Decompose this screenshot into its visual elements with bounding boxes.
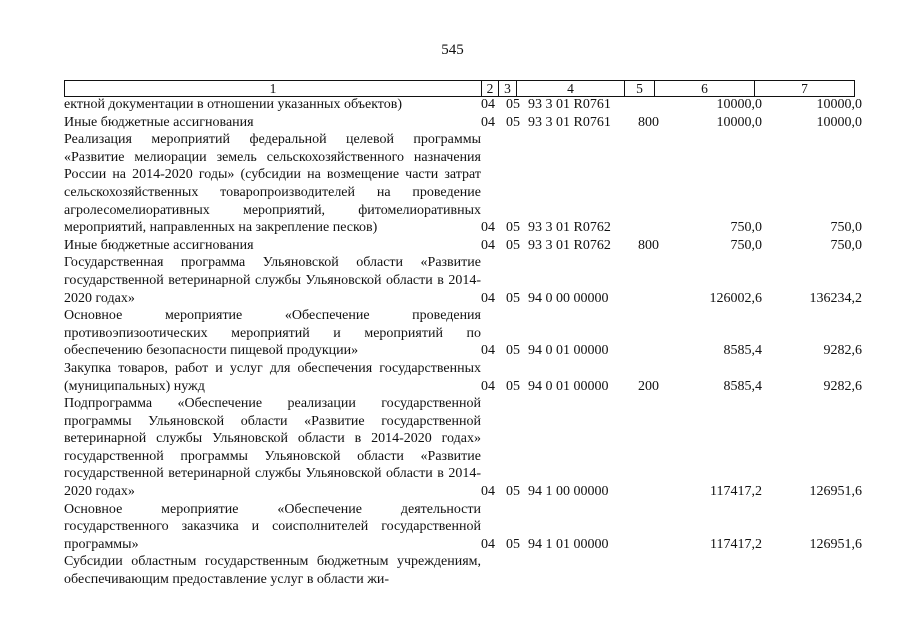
row-subsection: 05 [506,484,520,500]
column-header-3: 3 [499,81,517,97]
row-name: Реализация мероприятий федеральной целевой программы «Развитие мелиорации земель сельскохозяйственного назначения России на 2014-2020 годы» (субсидии на возмещение части затрат сельскохозяйственных товаропроизводителей на проведение агролесомелиоративных мероприятий, фитомелиоративных мероприятий, направленных на закрепление песков) [64,132,481,236]
row-amount-year2: 10000,0 [816,114,862,130]
row-section: 04 [481,536,495,552]
row-expense-type [638,254,678,307]
row-section: 04 [481,97,495,112]
row-subsection [506,553,528,588]
column-header-2: 2 [482,81,499,97]
row-section: 04 [481,114,495,130]
row-expense-type [638,131,678,237]
row-amount-year2: 750,0 [830,237,862,253]
row-name-cell [64,395,481,501]
row-subsection: 05 [506,114,520,130]
row-name-cell [64,237,481,255]
row-amount-year2: 136234,2 [809,290,862,306]
row-expense-type: 800 [638,237,659,253]
row-expense-type [638,307,678,360]
row-target-code: 94 0 01 00000 [528,378,609,394]
row-amount-year1: 750,0 [730,220,762,236]
row-target-code: 94 1 01 00000 [528,536,609,552]
table-row [64,131,862,237]
row-subsection: 05 [506,378,520,394]
table-row [64,553,862,588]
row-name-cell [64,553,481,588]
row-expense-type [638,553,678,588]
row-target-code: 94 1 00 00000 [528,484,609,500]
row-amount-year2 [762,553,862,588]
row-name: Субсидии областным государственным бюджетным учреждениям, обеспечивающим предоставление услуг в области жи- [64,554,481,588]
row-subsection: 05 [506,343,520,359]
column-header-1: 1 [65,81,482,97]
row-name-cell [64,114,481,132]
row-section: 04 [481,484,495,500]
row-expense-type [638,96,678,114]
row-amount-year2: 9282,6 [823,343,862,359]
row-amount-year1: 8585,4 [723,378,762,394]
row-name: ектной документации в отношении указанных объектов) [64,97,403,112]
row-name: Закупка товаров, работ и услуг для обеспечения государственных (муниципальных) нужд [64,360,481,394]
row-amount-year2: 9282,6 [823,378,862,394]
column-header-5: 5 [625,81,655,97]
budget-table [64,96,862,589]
row-target-code: 94 0 01 00000 [528,343,609,359]
row-subsection: 05 [506,237,520,253]
row-name: Подпрограмма «Обеспечение реализации государственной программы Ульяновской области «Развитие государственной ветеринарной службы Ульяновской области в 2014-2020 годах» государственной программы Ульяновской области «Развитие государственной ветеринарной службы Ульяновской области в 2014-2020 годах» [64,396,481,500]
row-name-cell [64,501,481,554]
row-name: Государственная программа Ульяновской области «Развитие государственной ветеринарной службы Ульяновской области в 2014-2020 годах» [64,255,481,306]
column-header-4: 4 [517,81,625,97]
row-target-code [528,553,638,588]
row-amount-year1: 117417,2 [710,484,762,500]
column-header-row [64,80,855,97]
row-target-code: 93 3 01 R0762 [528,220,611,236]
row-expense-type [638,501,678,554]
page-number: 545 [441,42,464,58]
row-expense-type [638,395,678,501]
row-section [481,553,506,588]
row-target-code: 93 3 01 R0761 [528,97,611,112]
row-name-cell [64,131,481,237]
row-target-code: 94 0 00 00000 [528,290,609,306]
row-name: Иные бюджетные ассигнования [64,114,254,130]
row-target-code: 93 3 01 R0761 [528,114,611,130]
table-row [64,254,862,307]
row-section: 04 [481,378,495,394]
row-expense-type: 800 [638,114,659,130]
row-subsection: 05 [506,220,520,236]
row-name-cell [64,307,481,360]
row-amount-year1 [678,553,762,588]
row-section: 04 [481,343,495,359]
column-header-6: 6 [655,81,755,97]
row-section: 04 [481,220,495,236]
row-subsection: 05 [506,97,520,112]
row-amount-year1: 8585,4 [723,343,762,359]
row-amount-year1: 10000,0 [716,97,762,112]
row-name-cell [64,360,481,395]
row-amount-year2: 10000,0 [816,97,862,112]
column-header-7: 7 [755,81,855,97]
row-amount-year2: 750,0 [830,220,862,236]
row-section: 04 [481,237,495,253]
row-expense-type: 200 [638,378,659,394]
row-name: Основное мероприятие «Обеспечение проведения противоэпизоотических мероприятий и мероприятий по обеспечению безопасности пищевой продукции» [64,308,481,359]
table-row [64,237,862,255]
row-name-cell [64,96,481,114]
row-amount-year1: 126002,6 [709,290,762,306]
row-section: 04 [481,290,495,306]
row-amount-year2: 126951,6 [809,484,862,500]
table-row [64,96,862,114]
row-amount-year1: 750,0 [730,237,762,253]
row-name: Иные бюджетные ассигнования [64,237,254,253]
row-subsection: 05 [506,290,520,306]
row-name: Основное мероприятие «Обеспечение деятельности государственного заказчика и соисполнителей государственной программы» [64,501,481,552]
table-row [64,360,862,395]
row-amount-year1: 117417,2 [710,536,762,552]
row-target-code: 93 3 01 R0762 [528,237,611,253]
table-row [64,395,862,501]
table-row [64,114,862,132]
row-name-cell [64,254,481,307]
row-subsection: 05 [506,536,520,552]
table-row [64,307,862,360]
table-row [64,501,862,554]
row-amount-year1: 10000,0 [716,114,762,130]
row-amount-year2: 126951,6 [809,536,862,552]
